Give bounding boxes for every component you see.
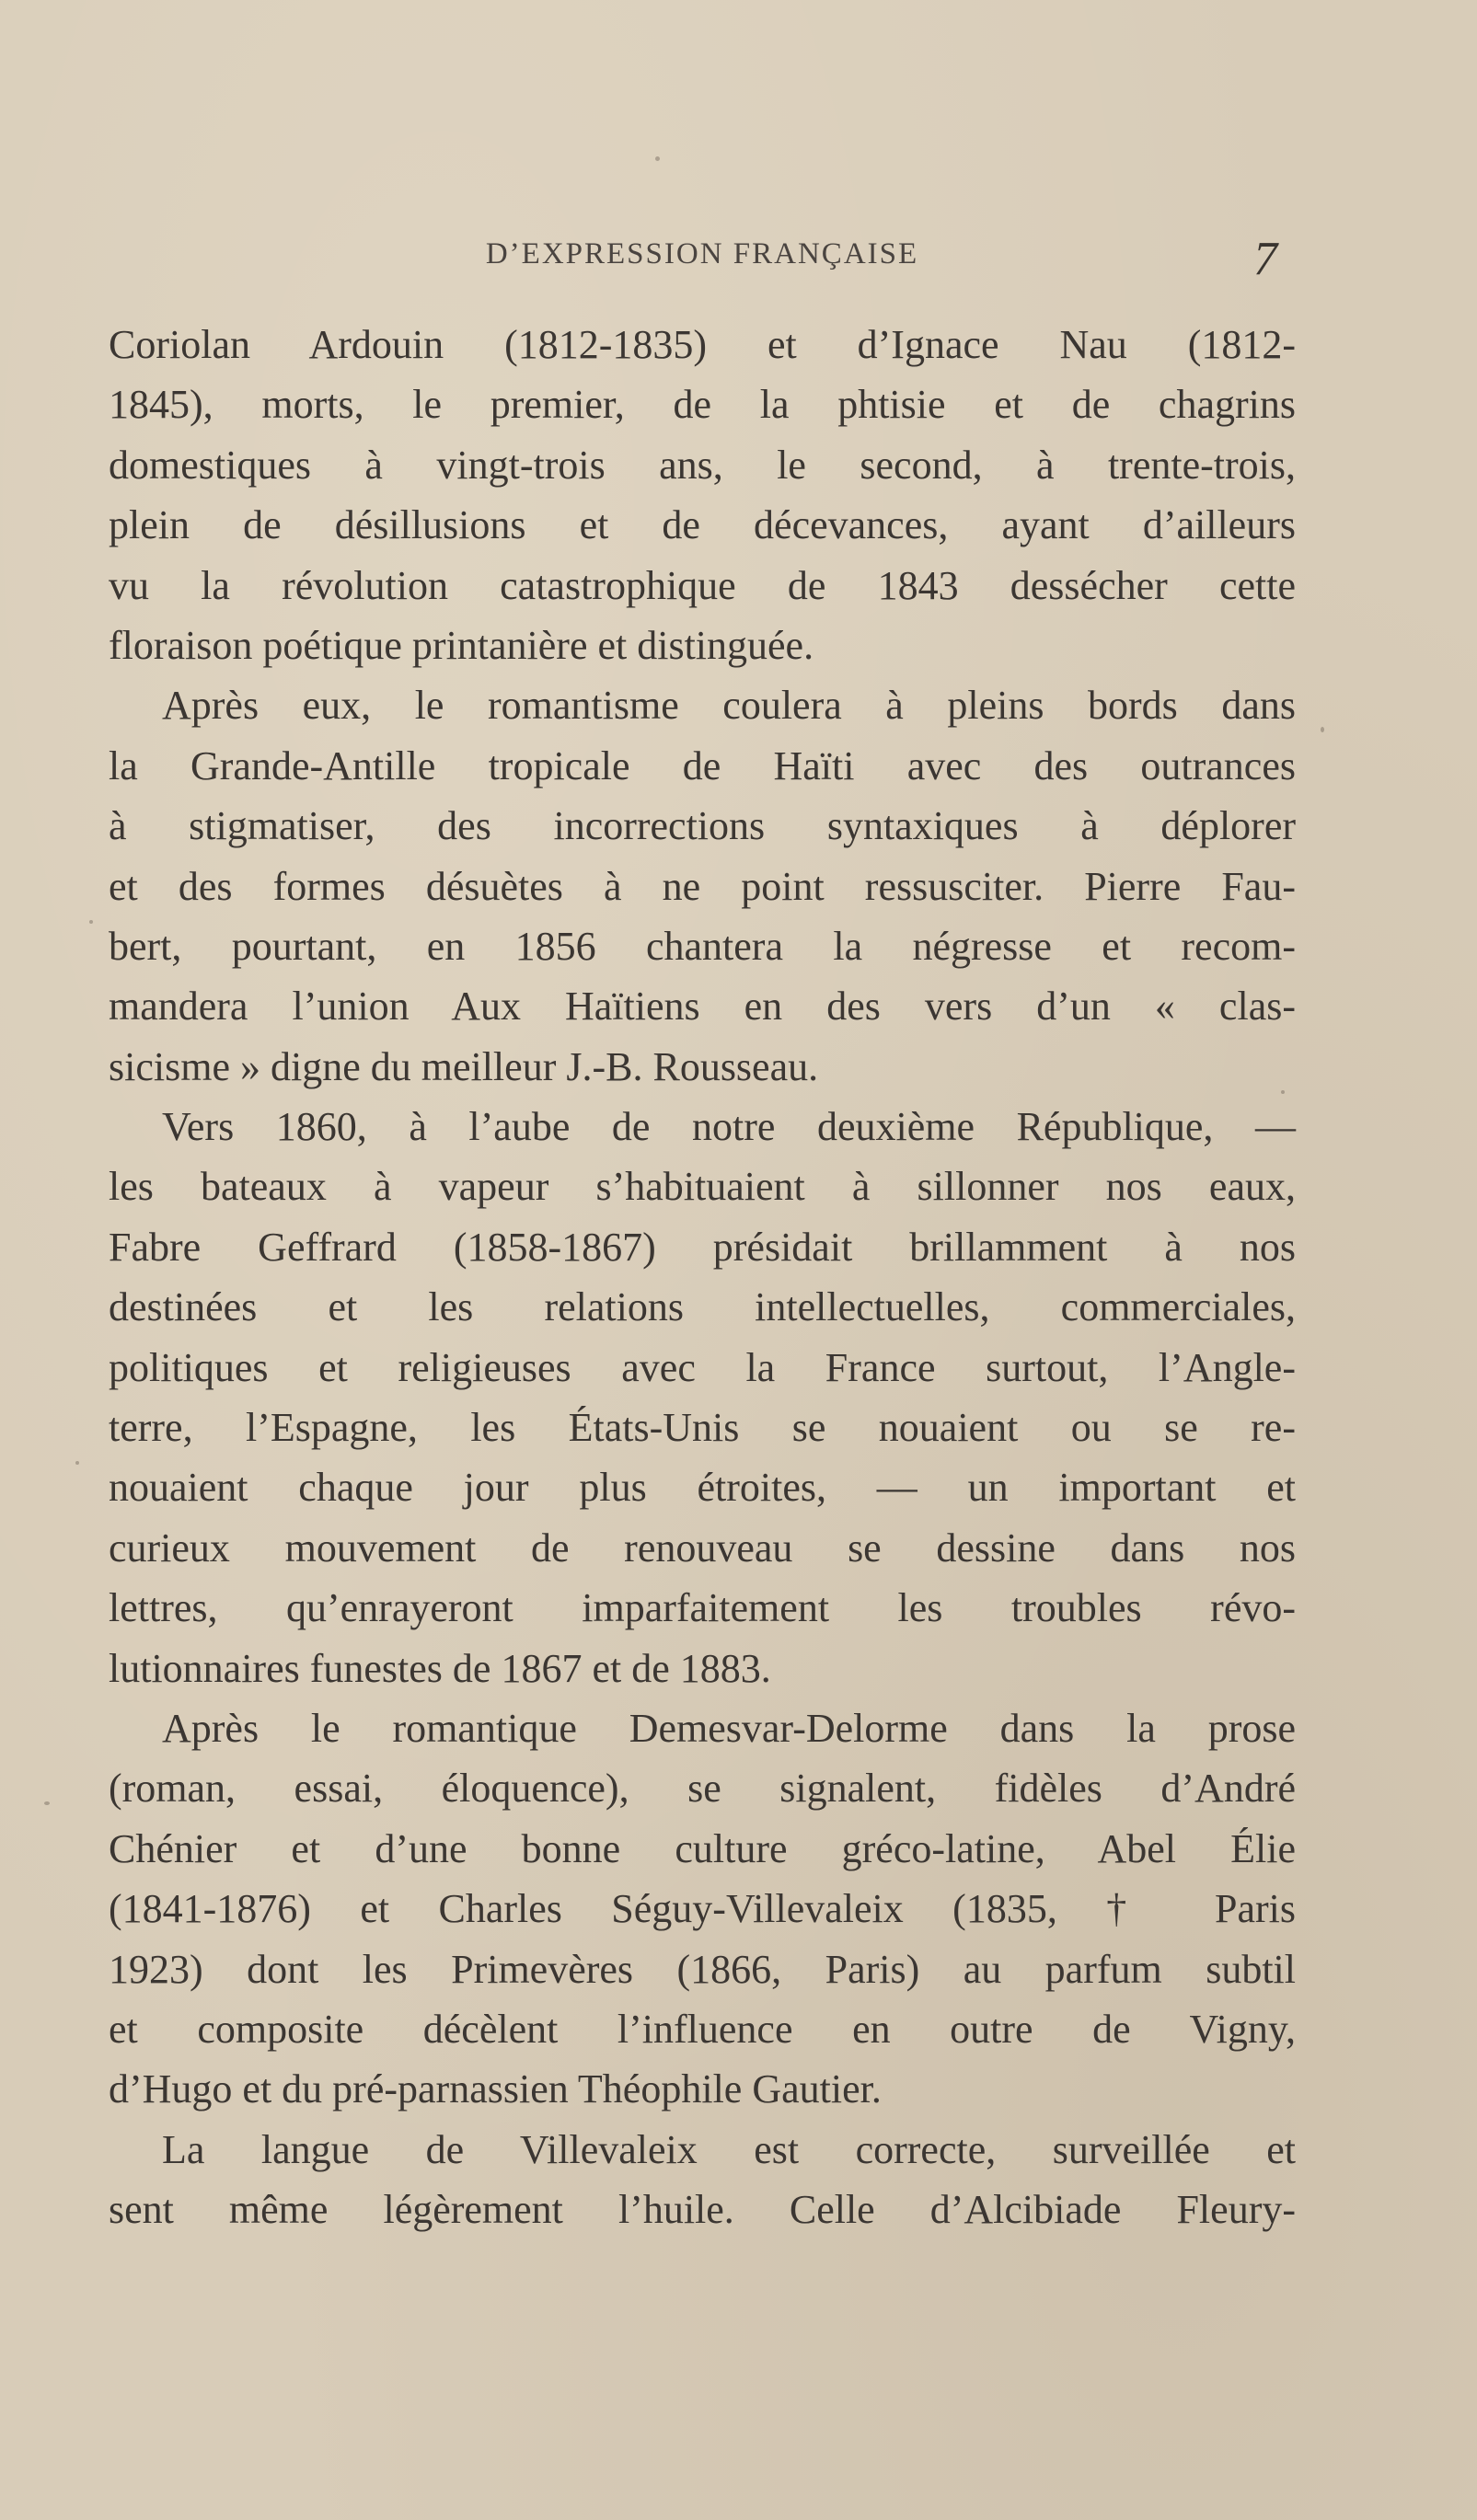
text-line: politiques et religieuses avec la France surtout, l’Angle- [109, 1344, 1296, 1390]
text-line: (roman, essai, éloquence), se signalent, fidèles d’André [109, 1766, 1296, 1812]
text-line: à stigmatiser, des incorrections syntaxiques à déplorer [109, 803, 1296, 849]
text-line: nouaient chaque jour plus étroites, — un important et [109, 1465, 1296, 1511]
text-line: Chénier et d’une bonne culture gréco-latine, Abel Élie [109, 1825, 1296, 1871]
text-line: et des formes désuètes à ne point ressusciter. Pierre Fau- [109, 863, 1296, 909]
text-line: Coriolan Ardouin (1812-1835) et d’Ignace Nau (1812- [109, 322, 1296, 367]
text-line: la Grande-Antille tropicale de Haïti avec des outrances [109, 742, 1296, 788]
text-line: terre, l’Espagne, les États-Unis se nouaient ou se re- [109, 1405, 1296, 1451]
text-line: curieux mouvement de renouveau se dessine dans nos [109, 1525, 1296, 1571]
paper-speck [1281, 1090, 1285, 1094]
text-line: domestiques à vingt-trois ans, le second, à trente-trois, [109, 442, 1296, 488]
text-line: (1841-1876) et Charles Séguy-Villevaleix (1835, † Paris [109, 1886, 1296, 1932]
text-line: mandera l’union Aux Haïtiens en des vers d’un « clas- [109, 984, 1296, 1030]
text-line: Après eux, le romantisme coulera à pleins bords dans [162, 683, 1296, 729]
text-line: vu la révolution catastrophique de 1843 dessécher cette [109, 562, 1296, 608]
paper-speck [655, 156, 660, 161]
paper-speck [44, 1801, 50, 1805]
text-line: 1923) dont les Primevères (1866, Paris) au parfum subtil [109, 1946, 1296, 1992]
text-line: floraison poétique printanière et distinguée. [109, 622, 814, 668]
text-line: lutionnaires funestes de 1867 et de 1883. [109, 1645, 771, 1691]
text-line: lettres, qu’enrayeront imparfaitement les troubles révo- [109, 1585, 1296, 1631]
text-line: Après le romantique Demesvar-Delorme dans la prose [162, 1705, 1296, 1751]
running-title: D’EXPRESSION FRANÇAISE [485, 237, 919, 270]
text-line: La langue de Villevaleix est correcte, surveillée et [162, 2126, 1296, 2172]
paper-speck [1321, 727, 1324, 732]
text-line: les bateaux à vapeur s’habituaient à sillonner nos eaux, [109, 1164, 1296, 1210]
text-line: d’Hugo et du pré-parnassien Théophile Gautier. [109, 2066, 882, 2112]
text-line: destinées et les relations intellectuelles, commerciales, [109, 1284, 1296, 1330]
text-line: bert, pourtant, en 1856 chantera la négresse et recom- [109, 923, 1296, 969]
paper-speck [75, 1461, 79, 1465]
text-line: Vers 1860, à l’aube de notre deuxième République, — [162, 1104, 1296, 1150]
body-text [109, 315, 1296, 2240]
text-line: Fabre Geffrard (1858-1867) présidait brillamment à nos [109, 1224, 1296, 1270]
text-line: plein de désillusions et de décevances, ayant d’ailleurs [109, 502, 1296, 548]
text-line: sicisme » digne du meilleur J.-B. Rousseau. [109, 1043, 819, 1089]
text-line: sent même légèrement l’huile. Celle d’Alcibiade Fleury- [109, 2187, 1296, 2233]
paper-speck [89, 920, 93, 924]
running-head [109, 233, 1296, 293]
text-line: 1845), morts, le premier, de la phtisie et de chagrins [109, 382, 1296, 428]
text-line: et composite décèlent l’influence en outre de Vigny, [109, 2006, 1296, 2052]
page-number: 7 [1253, 233, 1277, 285]
